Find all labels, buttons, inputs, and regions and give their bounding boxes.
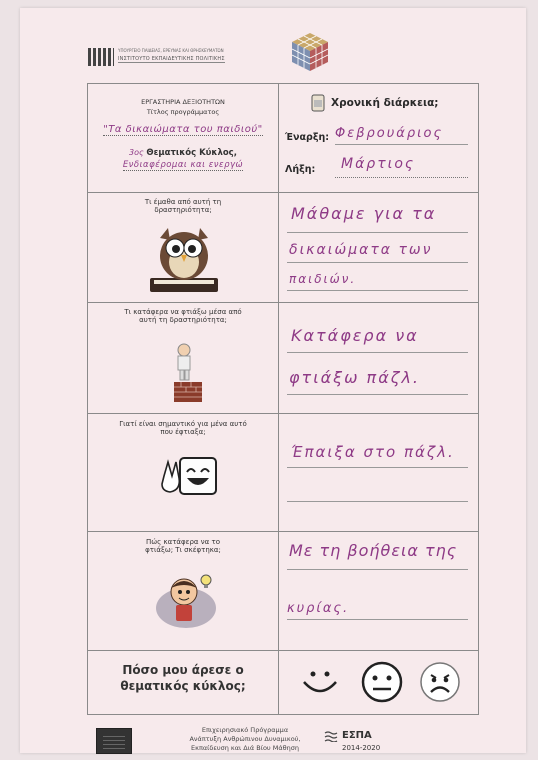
row-1-question-text: Τι έμαθα από αυτή τη δραστηριότητα; bbox=[144, 198, 222, 214]
start-label: Έναρξη: bbox=[285, 132, 330, 143]
espa-wave-icon bbox=[324, 730, 338, 742]
row-1-answer-line-1: Μάθαμε για τα bbox=[291, 204, 437, 223]
duration-title: Χρονική διάρκεια; bbox=[331, 97, 439, 109]
thinking-boy-icon bbox=[154, 570, 218, 632]
circle-number: 3ος bbox=[129, 148, 144, 157]
eu-flag-logo bbox=[96, 728, 132, 754]
rating-question bbox=[88, 662, 278, 694]
espa-years: 2014-2020 bbox=[342, 744, 381, 752]
worksheet bbox=[20, 8, 526, 753]
row-2-answer-line-1: Κατάφερα να bbox=[291, 326, 419, 345]
circle-label: Θεματικός Κύκλος, bbox=[146, 148, 237, 158]
row-1-answer-line-2: δικαιώματα των bbox=[289, 242, 433, 258]
builder-with-bricks-icon bbox=[166, 342, 206, 404]
institute-name: ΙΝΣΤΙΤΟΥΤΟ ΕΚΠΑΙΔΕΥΤΙΚΗΣ ΠΟΛΙΤΙΚΗΣ bbox=[118, 56, 225, 62]
start-value: Φεβρουάριος bbox=[335, 126, 444, 141]
footer-program-line-1: Επιχειρησιακό Πρόγραμμα bbox=[201, 726, 289, 734]
row-1-answer-line-3: παιδιών. bbox=[289, 272, 357, 286]
row-1-question bbox=[88, 198, 278, 214]
row-3-question bbox=[88, 420, 278, 436]
owl-on-book-icon bbox=[146, 224, 222, 296]
footer bbox=[20, 720, 526, 760]
jar-icon bbox=[311, 94, 325, 112]
row-3-answer bbox=[279, 413, 478, 531]
duration-cell bbox=[279, 84, 478, 192]
footer-program-line-3: Εκπαίδευση και Διά Βίου Μάθηση bbox=[191, 744, 299, 752]
row-2-question-text: Τι κατάφερα να φτιάξω μέσα από αυτή τη δραστηριότητα; bbox=[124, 308, 242, 324]
end-label: Λήξη: bbox=[285, 164, 316, 175]
row-1-answer bbox=[279, 192, 478, 302]
program-value: "Τα δικαιώματα του παιδιού" bbox=[103, 124, 263, 135]
footer-program bbox=[170, 726, 320, 753]
circle-value: Ενδιαφέρομαι και ενεργώ bbox=[122, 160, 244, 170]
row-2-answer-line-2: φτιάξω πάζλ. bbox=[289, 368, 420, 387]
program-label: Τίτλος προγράμματος bbox=[146, 108, 220, 116]
ministry-name: ΥΠΟΥΡΓΕΙΟ ΠΑΙΔΕΙΑΣ, ΕΡΕΥΝΑΣ ΚΑΙ ΘΡΗΣΚΕΥΜΑΤΩΝ bbox=[118, 48, 224, 53]
row-4-question bbox=[88, 538, 278, 554]
cube-logo bbox=[288, 30, 332, 74]
circle-line bbox=[88, 148, 278, 158]
sad-face-icon[interactable] bbox=[418, 660, 462, 704]
row-4-answer-line-2: κυρίας. bbox=[287, 601, 350, 616]
neutral-face-icon[interactable] bbox=[360, 660, 404, 704]
espa-logo-text: ΕΣΠΑ bbox=[342, 730, 372, 741]
row-4-question-text: Πώς κατάφερα να το φτιάξω; Τι σκέφτηκα; bbox=[145, 538, 221, 554]
rating-question-text: Πόσο μου άρεσε ο θεματικός κύκλος; bbox=[120, 663, 246, 693]
row-3-answer-line-1: Έπαιξα στο πάζλ. bbox=[291, 443, 455, 461]
footer-program-line-2: Ανάπτυξη Ανθρώπινου Δυναμικού, bbox=[189, 735, 301, 743]
end-value: Μάρτιος bbox=[341, 156, 416, 172]
row-4-answer bbox=[279, 531, 478, 650]
workshop-heading: ΕΡΓΑΣΤΗΡΙΑ ΔΕΞΙΟΤΗΤΩΝ bbox=[141, 98, 225, 106]
iep-logo bbox=[88, 44, 278, 70]
smile-face-icon[interactable] bbox=[298, 662, 342, 702]
happy-emoji-victory-icon bbox=[160, 456, 218, 498]
worksheet-table bbox=[87, 83, 479, 715]
row-2-answer bbox=[279, 302, 478, 413]
row-3-question-text: Γιατί είναι σημαντικό για μένα αυτό που έφτιαξα; bbox=[119, 420, 247, 436]
row-2-question bbox=[88, 308, 278, 324]
row-4-answer-line-1: Με τη βοήθεια της bbox=[289, 541, 458, 560]
iep-logo-mark bbox=[88, 48, 114, 66]
title-cell bbox=[88, 98, 278, 171]
